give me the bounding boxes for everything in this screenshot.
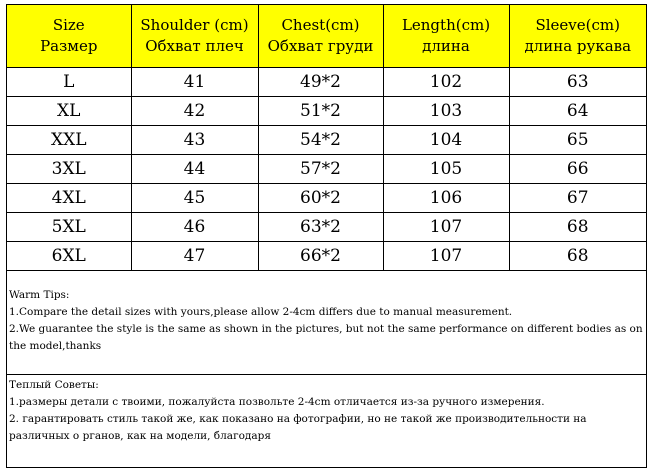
header-label-ru: длина рукава xyxy=(524,37,632,55)
cell-shoulder: 46 xyxy=(131,213,258,242)
table-row xyxy=(7,68,646,97)
cell-shoulder: 44 xyxy=(131,155,258,184)
cell-sleeve: 65 xyxy=(509,126,646,155)
cell-sleeve: 64 xyxy=(509,97,646,126)
cell-sleeve: 68 xyxy=(509,213,646,242)
header-label-en: Shoulder (cm) xyxy=(140,16,249,34)
size-chart-sheet xyxy=(6,4,647,468)
size-table xyxy=(7,5,646,271)
cell-chest: 49*2 xyxy=(258,68,383,97)
cell-size: XL xyxy=(7,97,131,126)
header-label-en: Sleeve(cm) xyxy=(535,16,620,34)
cell-size: 5XL xyxy=(7,213,131,242)
cell-size: L xyxy=(7,68,131,97)
cell-length: 104 xyxy=(383,126,509,155)
cell-sleeve: 68 xyxy=(509,242,646,271)
cell-length: 102 xyxy=(383,68,509,97)
cell-shoulder: 43 xyxy=(131,126,258,155)
tips-line-2: 2. гарантировать стиль такой же, как показано на фотографии, но не такой же производительности на различных о рганов, как на модели, благодаря xyxy=(9,413,587,442)
cell-length: 107 xyxy=(383,242,509,271)
header-length xyxy=(383,5,509,68)
cell-length: 103 xyxy=(383,97,509,126)
cell-sleeve: 66 xyxy=(509,155,646,184)
cell-chest: 51*2 xyxy=(258,97,383,126)
header-sleeve xyxy=(509,5,646,68)
tips-line-1: 1.Compare the detail sizes with yours,please allow 2-4cm differs due to manual measurement. xyxy=(9,306,513,318)
cell-length: 107 xyxy=(383,213,509,242)
cell-shoulder: 41 xyxy=(131,68,258,97)
table-row xyxy=(7,97,646,126)
table-row xyxy=(7,126,646,155)
header-size xyxy=(7,5,131,68)
cell-chest: 54*2 xyxy=(258,126,383,155)
cell-length: 105 xyxy=(383,155,509,184)
warm-tips-russian xyxy=(7,374,646,467)
cell-length: 106 xyxy=(383,184,509,213)
header-row xyxy=(7,5,646,68)
cell-sleeve: 67 xyxy=(509,184,646,213)
header-label-ru: Размер xyxy=(40,37,98,55)
cell-size: 4XL xyxy=(7,184,131,213)
header-shoulder xyxy=(131,5,258,68)
header-label-en: Chest(cm) xyxy=(281,16,360,34)
tips-title: Теплый Советы: xyxy=(9,379,99,391)
cell-size: 3XL xyxy=(7,155,131,184)
tips-line-1: 1.размеры детали с твоими, пожалуйста позвольте 2-4cm отличается из-за ручного измерения. xyxy=(9,396,545,408)
cell-shoulder: 45 xyxy=(131,184,258,213)
header-label-ru: длина xyxy=(422,37,470,55)
table-row xyxy=(7,184,646,213)
header-label-ru: Обхват плеч xyxy=(145,37,244,55)
header-label-ru: Обхват груди xyxy=(267,37,374,55)
cell-sleeve: 63 xyxy=(509,68,646,97)
cell-chest: 57*2 xyxy=(258,155,383,184)
cell-chest: 60*2 xyxy=(258,184,383,213)
cell-chest: 66*2 xyxy=(258,242,383,271)
cell-size: XXL xyxy=(7,126,131,155)
warm-tips-english xyxy=(7,285,646,355)
table-row xyxy=(7,213,646,242)
cell-size: 6XL xyxy=(7,242,131,271)
table-row xyxy=(7,155,646,184)
cell-shoulder: 42 xyxy=(131,97,258,126)
table-row xyxy=(7,242,646,271)
cell-shoulder: 47 xyxy=(131,242,258,271)
tips-title: Warm Tips: xyxy=(9,289,70,301)
cell-chest: 63*2 xyxy=(258,213,383,242)
header-label-en: Size xyxy=(52,16,85,34)
header-chest xyxy=(258,5,383,68)
header-label-en: Length(cm) xyxy=(401,16,491,34)
tips-line-2: 2.We guarantee the style is the same as shown in the pictures, but not the same performance on different bodies as on the model,thanks xyxy=(9,323,643,352)
